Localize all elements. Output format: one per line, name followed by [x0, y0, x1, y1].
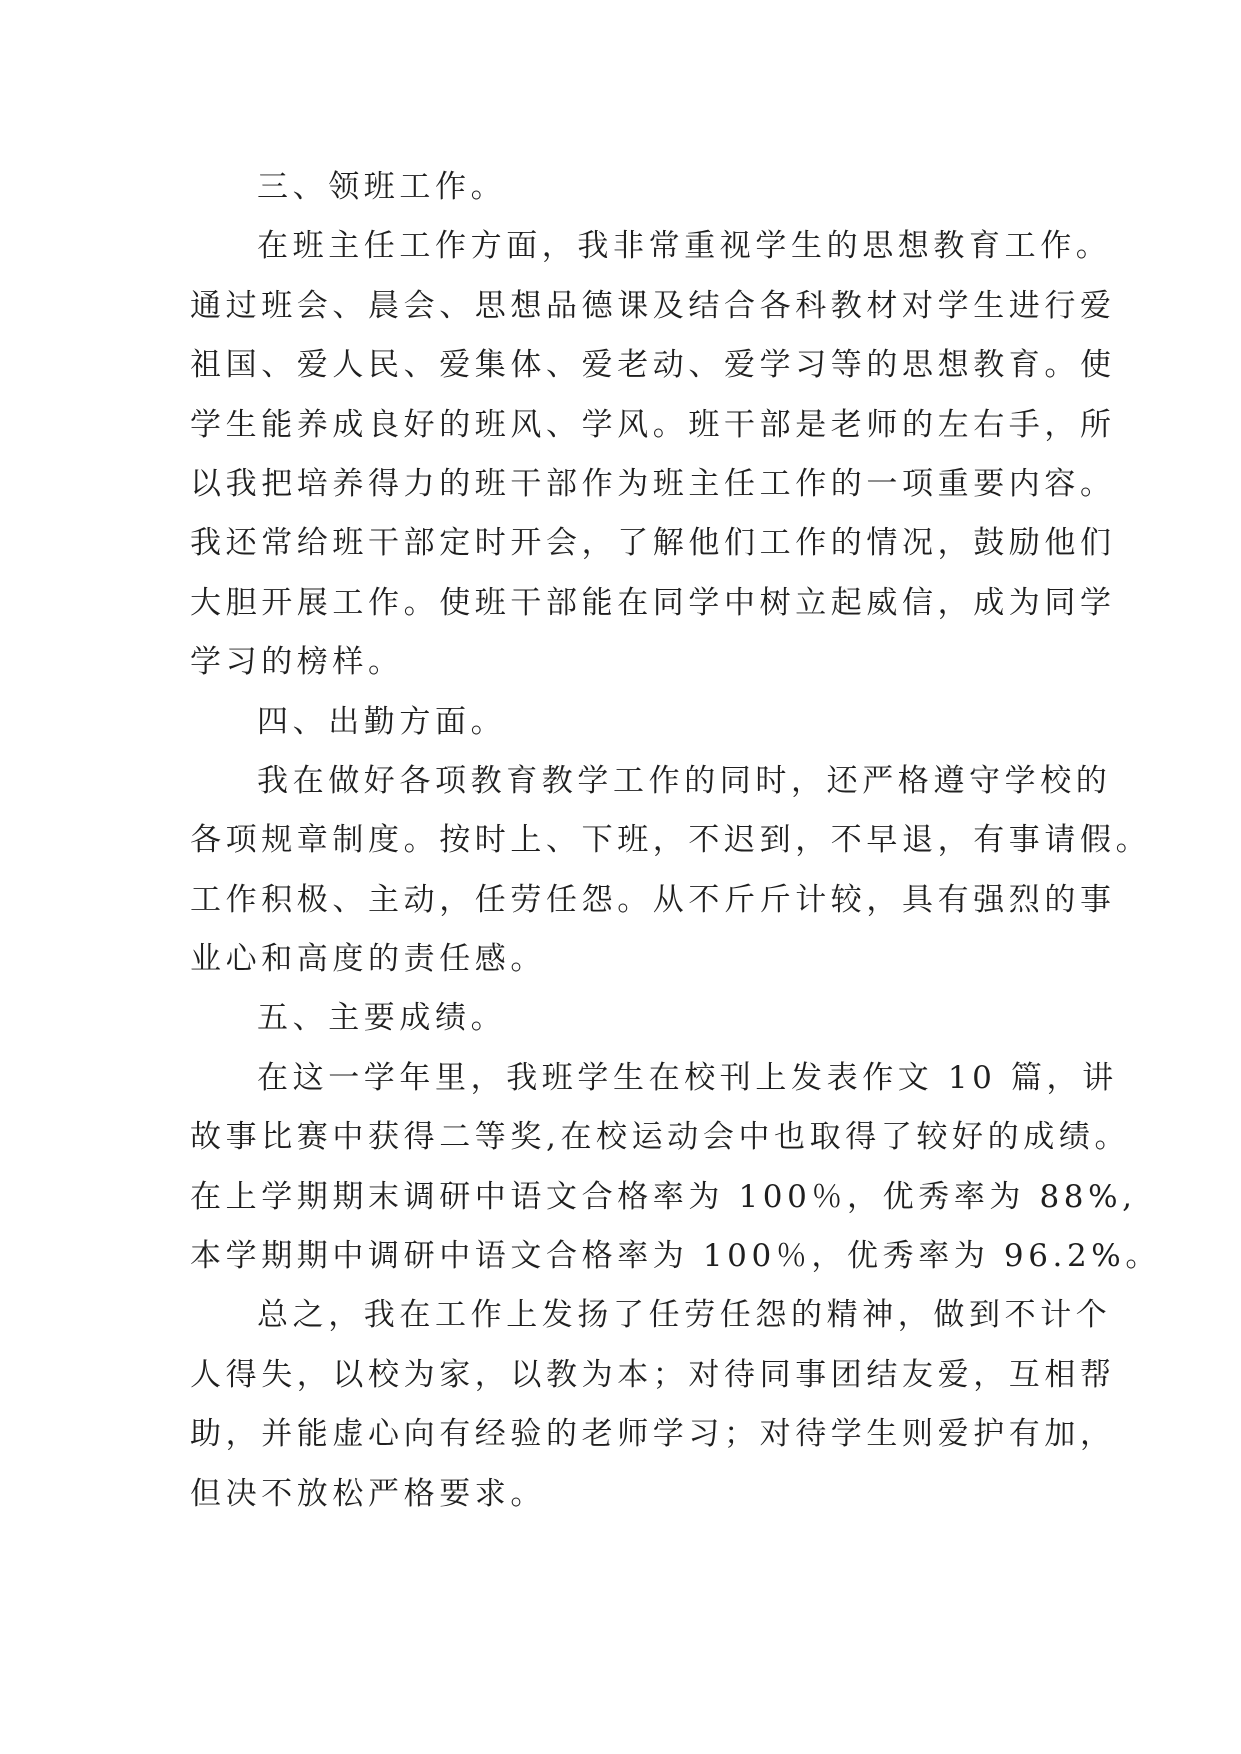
paragraph-line: 以我把培养得力的班干部作为班主任工作的一项重要内容。: [190, 465, 1116, 502]
paragraph-line: 大胆开展工作。使班干部能在同学中树立起威信，成为同学: [190, 584, 1116, 621]
section-heading-attendance: 四、出勤方面。: [257, 703, 507, 740]
paragraph-line: 在上学期期末调研中语文合格率为 100％，优秀率为 88%,: [190, 1178, 1137, 1215]
paragraph-line: 各项规章制度。按时上、下班，不迟到，不早退，有事请假。: [190, 822, 1152, 859]
paragraph-line: 本学期期中调研中语文合格率为 100％，优秀率为 96.2%。: [190, 1238, 1161, 1275]
paragraph-line: 但决不放松严格要求。: [190, 1475, 546, 1512]
document-body: [190, 158, 1161, 1524]
paragraph-line: 业心和高度的责任感。: [190, 941, 546, 978]
paragraph-line: 助，并能虚心向有经验的老师学习；对待学生则爱护有加，: [190, 1416, 1116, 1453]
paragraph-line: 祖国、爱人民、爱集体、爱老动、爱学习等的思想教育。使: [190, 347, 1116, 384]
paragraph-line: 总之，我在工作上发扬了任劳任怨的精神，做到不计个: [257, 1297, 1112, 1334]
paragraph-line: 工作积极、主动，任劳任怨。从不斤斤计较，具有强烈的事: [190, 881, 1116, 918]
section-heading-leading-class: 三、领班工作。: [257, 169, 507, 205]
paragraph-line: 学生能养成良好的班风、学风。班干部是老师的左右手，所: [190, 406, 1116, 443]
paragraph-line: 故事比赛中获得二等奖,在校运动会中也取得了较好的成绩。: [190, 1119, 1131, 1156]
paragraph-line: 人得失，以校为家，以教为本；对待同事团结友爱，互相帮: [190, 1356, 1116, 1393]
paragraph-line: 我在做好各项教育教学工作的同时，还严格遵守学校的: [257, 762, 1112, 799]
section-heading-achievements: 五、主要成绩。: [257, 1000, 507, 1037]
paragraph-line: 通过班会、晨会、思想品德课及结合各科教材对学生进行爱: [190, 287, 1116, 324]
paragraph-line: 在这一学年里，我班学生在校刊上发表作文 10 篇，讲: [257, 1059, 1118, 1096]
paragraph-line: 学习的榜样。: [190, 644, 404, 681]
paragraph-line: 我还常给班干部定时开会，了解他们工作的情况，鼓励他们: [190, 525, 1116, 562]
paragraph-line: 在班主任工作方面，我非常重视学生的思想教育工作。: [257, 228, 1112, 265]
